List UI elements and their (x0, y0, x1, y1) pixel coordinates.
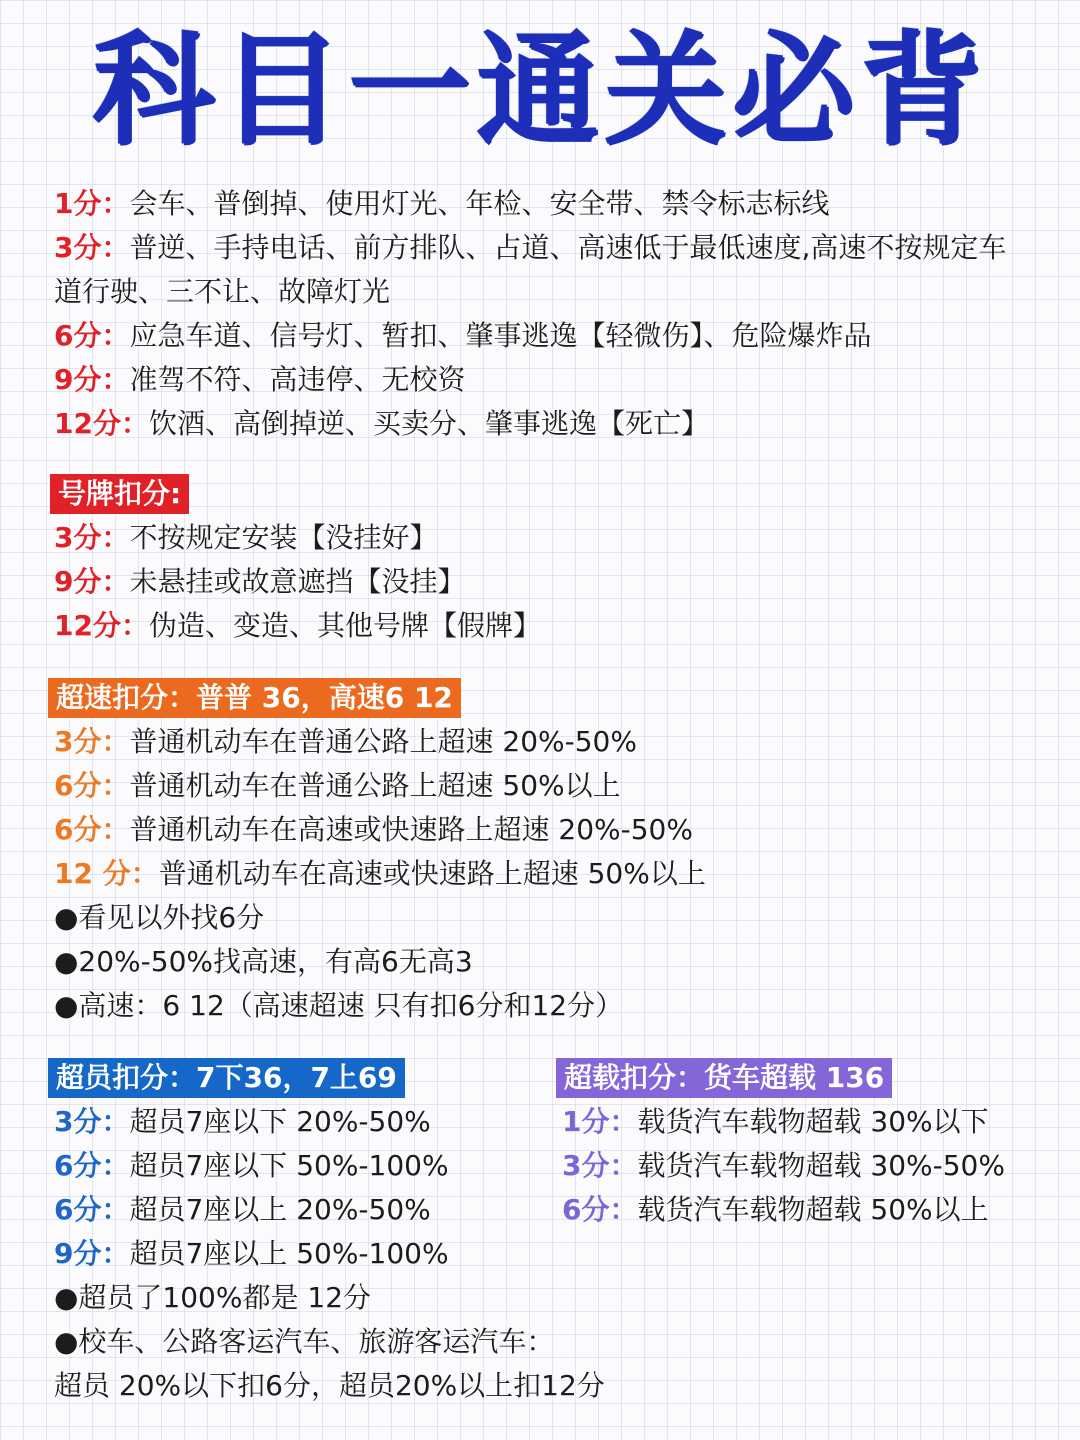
list-item (562, 1100, 1005, 1144)
overload-section-header: 超载扣分：货车超载 136 (556, 1058, 892, 1098)
points-key: 6分： (54, 813, 130, 846)
points-key: 12分： (54, 407, 149, 440)
item-text: 超员7座以下 20%-50% (129, 1105, 431, 1138)
list-item (54, 1232, 605, 1276)
page-title: 科目一通关必背 (92, 19, 988, 161)
item-text: 载货汽车载物超载 50%以上 (637, 1193, 989, 1226)
general-points-section (54, 182, 1029, 446)
points-key: 9分： (54, 363, 130, 396)
points-key: 3分： (54, 1105, 130, 1138)
note-item: ●高速：6 12（高速超速 只有扣6分和12分） (54, 989, 624, 1022)
points-key: 6分： (54, 1149, 130, 1182)
item-text: 超员7座以上 20%-50% (129, 1193, 431, 1226)
points-key: 3分： (54, 521, 130, 554)
speed-section (48, 678, 706, 1028)
item-text: 超员7座以上 50%-100% (129, 1237, 449, 1270)
plate-section-header: 号牌扣分: (50, 474, 189, 514)
item-text: 普逆、手持电话、前方排队、占道、高速低于最低速度,高速不按规定车道行驶、三不让、故障灯光 (54, 231, 1007, 308)
item-text: 不按规定安装【没挂好】 (129, 521, 438, 554)
note-item: ●看见以外找6分 (54, 901, 265, 934)
points-key: 6分： (54, 1193, 130, 1226)
passenger-section-header: 超员扣分：7下36，7上69 (48, 1058, 405, 1098)
points-key: 1分： (562, 1105, 638, 1138)
points-key: 9分： (54, 565, 130, 598)
list-item (54, 402, 1029, 446)
list-item (54, 516, 541, 560)
item-text: 伪造、变造、其他号牌【假牌】 (148, 609, 541, 642)
item-text: 准驾不符、高违停、无校资 (129, 363, 466, 396)
overload-section (556, 1058, 1005, 1232)
item-text: 超员7座以下 50%-100% (129, 1149, 449, 1182)
list-item (54, 764, 706, 808)
item-text: 普通机动车在高速或快速路上超速 50%以上 (158, 857, 706, 890)
list-item (54, 852, 706, 896)
list-item (54, 604, 541, 648)
item-text: 会车、普倒掉、使用灯光、年检、安全带、禁令标志标线 (129, 187, 830, 220)
list-item (54, 226, 1029, 314)
points-key: 6分： (54, 769, 130, 802)
list-item (54, 182, 1029, 226)
list-item (54, 720, 706, 764)
points-key: 12分： (54, 609, 149, 642)
note-item: ●校车、公路客运汽车、旅游客运汽车： (54, 1325, 555, 1358)
list-item (54, 560, 541, 604)
item-text: 普通机动车在高速或快速路上超速 20%-50% (129, 813, 693, 846)
points-key: 6分： (562, 1193, 638, 1226)
points-key: 12 分： (54, 857, 159, 890)
note-item: 超员 20%以下扣6分，超员20%以上扣12分 (54, 1369, 605, 1402)
note-item: ●超员了100%都是 12分 (54, 1281, 372, 1314)
list-item (54, 358, 1029, 402)
item-text: 应急车道、信号灯、暂扣、肇事逃逸【轻微伤】、危险爆炸品 (129, 319, 872, 352)
passenger-section (48, 1058, 605, 1408)
plate-section (50, 474, 541, 648)
list-item (54, 1100, 605, 1144)
item-text: 普通机动车在普通公路上超速 20%-50% (129, 725, 637, 758)
list-item (562, 1188, 1005, 1232)
list-item (54, 314, 1029, 358)
points-key: 9分： (54, 1237, 130, 1270)
note-item: ●20%-50%找高速，有高6无高3 (54, 945, 473, 978)
list-item (562, 1144, 1005, 1188)
item-text: 载货汽车载物超载 30%以下 (637, 1105, 989, 1138)
list-item (54, 1188, 605, 1232)
list-item (54, 1144, 605, 1188)
points-key: 6分： (54, 319, 130, 352)
item-text: 未悬挂或故意遮挡【没挂】 (129, 565, 466, 598)
points-key: 3分： (562, 1149, 638, 1182)
item-text: 饮酒、高倒掉逆、买卖分、肇事逃逸【死亡】 (148, 407, 709, 440)
points-key: 1分： (54, 187, 130, 220)
item-text: 载货汽车载物超载 30%-50% (637, 1149, 1005, 1182)
points-key: 3分： (54, 725, 130, 758)
speed-section-header: 超速扣分：普普 36，高速6 12 (48, 678, 461, 718)
list-item (54, 808, 706, 852)
item-text: 普通机动车在普通公路上超速 50%以上 (129, 769, 621, 802)
points-key: 3分： (54, 231, 130, 264)
